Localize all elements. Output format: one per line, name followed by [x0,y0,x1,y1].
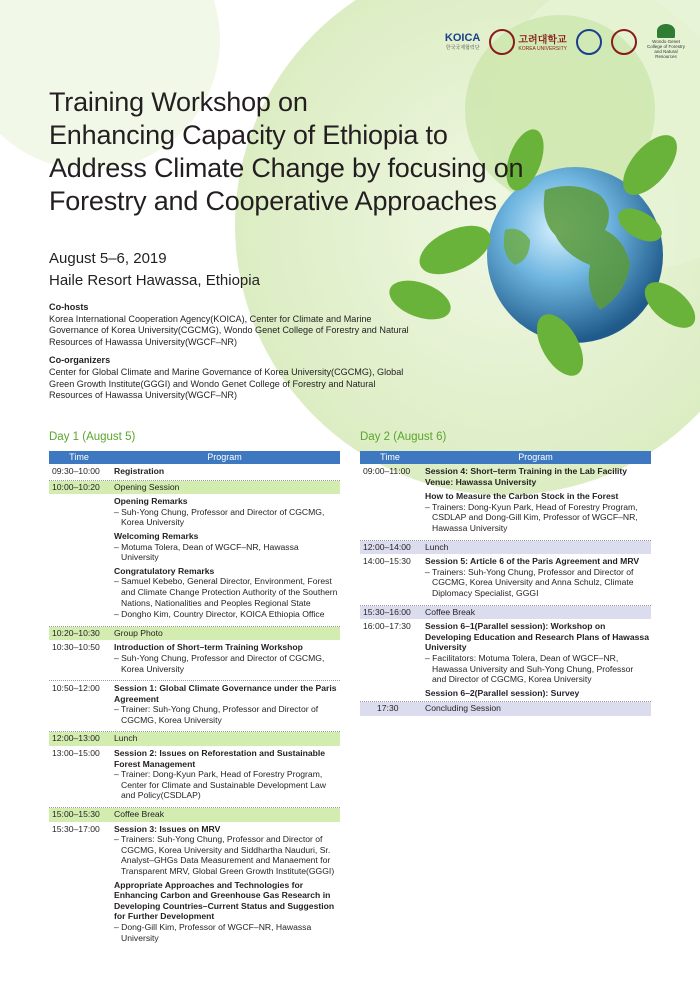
schedule-row: 14:00–15:30 Session 5: Article 6 of the Paris Agreement and MRV – Trainers: Suh-Yong Chung, Professor and Director of CGCMG, Korea University and Anna Schulz, Climate Diplomacy Specialist, GGGI [360,554,651,605]
cgcmg-seal-icon [576,29,602,55]
schedule-row: 10:50–12:00 Session 1: Global Climate Governance under the Paris Agreement – Trainer: Suh-Yong Chung, Professor and Director of CGCMG, Korea University [49,681,340,732]
schedule-row: 17:30 Concluding Session [360,702,651,716]
hawassa-seal-icon [611,29,637,55]
schedule-row: 15:00–15:30 Coffee Break [49,808,340,822]
day1-schedule [49,451,340,949]
korea-university-logo: 고려대학교 KOREA UNIVERSITY [489,29,567,55]
coorganizers-label: Co-organizers [49,355,111,366]
schedule-row: 12:00–13:00 Lunch [49,732,340,746]
schedule-row: 10:20–10:30 Group Photo [49,627,340,641]
schedule-row: 16:00–17:30 Session 6–1(Parallel session): Workshop on Developing Education and Research Plans of Hawassa University – Facilitators: Motuma Tolera, Dean of WGCF–NR, Hawassa University and Suh-Yong Chung, Professor and Director of CGCMG, Korea University Session 6–2(Parallel session): Survey [360,619,651,702]
event-venue: Haile Resort Hawassa, Ethiopia [49,272,260,289]
tree-icon [657,24,675,38]
cohosts-label: Co-hosts [49,302,89,312]
korea-university-seal-icon [489,29,515,55]
schedule-row: 10:00–10:20 Opening Session [49,481,340,495]
schedule-row: 09:30–10:00 Registration [49,464,340,481]
event-date: August 5–6, 2019 [49,250,167,267]
schedule-row: 13:00–15:00 Session 2: Issues on Reforestation and Sustainable Forest Management – Trainer: Dong-Kyun Park, Head of Forestry Program, Center for Climate and Sustainable Development Law and Policy(CSDLAP) [49,746,340,808]
page-title: Training Workshop on Enhancing Capacity of Ethiopia to Address Climate Change by focusing on Forestry and Cooperative Approaches [49,87,524,216]
wondo-genet-logo: Wondo Genet College of Forestry and Natural Resources [646,24,686,60]
schedule-row: 12:00–14:00 Lunch [360,541,651,555]
koica-logo: KOICA 한국국제협력단 [444,31,481,51]
day2-title: Day 2 (August 6) [360,431,447,443]
schedule-row: 15:30–17:00 Session 3: Issues on MRV – Trainers: Suh-Yong Chung, Professor and Director of CGCMG, Korea University and Siddhartha Nauduri, Sr. Analyst–GHGs Data Measurement and Manaement for Transparent MRV, Global Green Growth Institute(GGGI) Appropriate Approaches and Technologies for Enhancing Carbon and Greenhouse Gas Research in Developing Countries–Current Status and Suggestion for Further Development – Dong-Gill Kim, Professor of WGCF–NR, Hawassa University [52,823,335,943]
coorganizers-text: Center for Global Climate and Marine Governance of Korea University(CGCMG), Global Green Growth Institute(GGGI) and Wondo Genet College of Forestry and Natural Resources of Hawassa University(WGCF–NR) [49,366,404,401]
cohosts-text: Korea International Cooperation Agency(KOICA), Center for Climate and Marine Governance of Korea University(CGCMG), Wondo Genet College of Forestry and Natural Resources of Hawassa University(WGCF–NR) [49,313,409,347]
schedule-row: 10:30–10:50 Introduction of Short–term Training Workshop – Suh-Yong Chung, Professor and Director of CGCMG, Korea University [49,640,340,681]
hosts-section [49,302,419,409]
schedule-row: 15:30–16:00 Coffee Break [360,606,651,620]
event-date-venue [49,248,260,292]
day2-header: Time Program [360,451,651,464]
day1-title: Day 1 (August 5) [49,431,136,443]
schedule-row: Opening Remarks – Suh-Yong Chung, Professor and Director of CGCMG, Korea University Welcoming Remarks – Motuma Tolera, Dean of WGCF–NR, Hawassa University Congratulatory Remarks – Samuel Kebebo, General Director, Environment, Forest and Climate Change Protection Authority of the Southern Nations, Nationalities and Peoples Regional State – Dongho Kim, Country Director, KOICA Ethiopia Office [49,494,340,627]
schedule-row: 09:00–11:00 Session 4: Short–term Training in the Lab Facility Venue: Hawassa University How to Measure the Carbon Stock in the Forest – Trainers: Dong-Kyun Park, Head of Forestry Program, CSDLAP and Dong-Gill Kim, Professor of WGCF–NR, Hawassa University [360,464,651,541]
day1-header: Time Program [49,451,340,464]
logo-bar [445,24,686,60]
day2-schedule [360,451,651,716]
